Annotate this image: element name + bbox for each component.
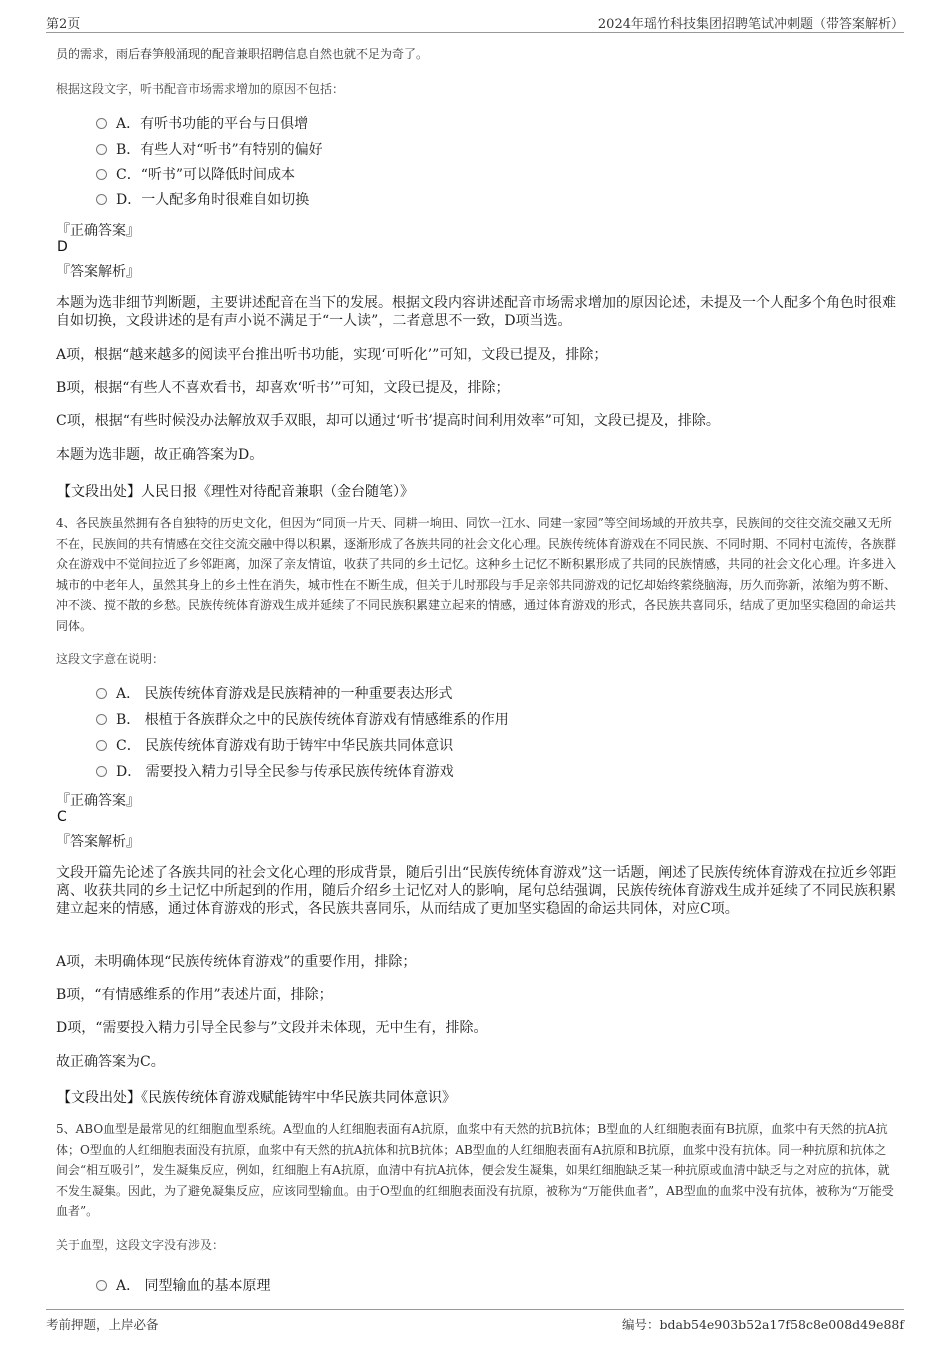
radio-icon[interactable] [96, 169, 107, 180]
q3-option-a[interactable]: A．有听书功能的平台与日俱增 [96, 114, 308, 134]
radio-icon[interactable] [96, 144, 107, 155]
document-id: 编号：bdab54e903b52a17f58c8e008d49e88f [622, 1317, 904, 1332]
radio-icon[interactable] [96, 714, 107, 725]
q3-option-b[interactable]: B．有些人对“听书”有特别的偏好 [96, 140, 323, 160]
q3-analysis-c: C项，根据“有些时候没办法解放双手双眼，却可以通过‘听书’提高时间利用效率”可知，文段已提及，排除。 [56, 413, 720, 429]
radio-icon[interactable] [96, 118, 107, 129]
q4-option-b[interactable]: B． 根植于各族群众之中的民族传统体育游戏有情感维系的作用 [96, 710, 509, 730]
q4-source: 【文段出处】《民族传统体育游戏赋能铸牢中华民族共同体意识》 [57, 1090, 456, 1106]
q5-question: 关于血型，这段文字没有涉及： [56, 1238, 225, 1252]
q3-source: 【文段出处】人民日报《理性对待配音兼职（金台随笔）》 [57, 484, 414, 500]
q3-analysis-a: A项，根据“越来越多的阅读平台推出听书功能，实现‘可听化’”可知，文段已提及，排除； [56, 347, 608, 363]
radio-icon[interactable] [96, 766, 107, 777]
radio-icon[interactable] [96, 688, 107, 699]
q3-analysis-conclusion: 本题为选非题，故正确答案为D。 [56, 447, 264, 463]
q3-analysis-b: B项，根据“有些人不喜欢看书，却喜欢‘听书’”可知，文段已提及，排除； [56, 380, 510, 396]
q4-option-c[interactable]: C． 民族传统体育游戏有助于铸牢中华民族共同体意识 [96, 736, 453, 756]
q3-answer-label: 『正确答案』 [56, 223, 140, 239]
q4-analysis-d: D项，“需要投入精力引导全民参与”文段并未体现，无中生有，排除。 [56, 1020, 488, 1036]
q4-question: 这段文字意在说明： [56, 652, 165, 666]
radio-icon[interactable] [96, 1280, 107, 1291]
q4-analysis-main: 文段开篇先论述了各族共同的社会文化心理的形成背景，随后引出“民族传统体育游戏”这一话题，阐述了民族传统体育游戏在拉近乡邻距离、收获共同的乡土记忆中所起到的作用，随后介绍乡土记忆对人的影响，尾句总结强调，民族传统体育游戏生成并延续了不同民族积累建立起来的情感，通过体育游戏的形式，各民族共喜同乐，从而结成了更加坚实稳固的命运共同体，对应C项。 [56, 865, 897, 917]
q3-analysis-label: 『答案解析』 [56, 264, 140, 280]
q4-option-d[interactable]: D． 需要投入精力引导全民参与传承民族传统体育游戏 [96, 762, 454, 782]
q4-option-a[interactable]: A． 民族传统体育游戏是民族精神的一种重要表达形式 [96, 684, 453, 704]
radio-icon[interactable] [96, 194, 107, 205]
q3-passage-tail: 员的需求，雨后春笋般涌现的配音兼职招聘信息自然也就不足为奇了。 [56, 47, 429, 61]
q5-option-a[interactable]: A． 同型输血的基本原理 [96, 1276, 271, 1296]
q4-analysis-label: 『答案解析』 [56, 834, 140, 850]
q3-option-d[interactable]: D．一人配多角时很难自如切换 [96, 190, 309, 210]
q4-answer: C [57, 809, 67, 825]
q4-answer-label: 『正确答案』 [56, 793, 140, 809]
page-footer [46, 1309, 904, 1334]
q4-analysis-conclusion: 故正确答案为C。 [56, 1054, 165, 1070]
page-number: 第2页 [46, 17, 81, 32]
q3-answer: D [57, 239, 68, 255]
page-header [46, 10, 904, 33]
radio-icon[interactable] [96, 740, 107, 751]
document-title: 2024年瑶竹科技集团招聘笔试冲刺题（带答案解析） [597, 17, 904, 32]
q4-analysis-b: B项，“有情感维系的作用”表述片面，排除； [56, 987, 333, 1003]
q4-passage: 4、各民族虽然拥有各自独特的历史文化，但因为“同顶一片天、同耕一垧田、同饮一江水、同建一家园”等空间场域的开放共享，民族间的交往交流交融又无所不在，民族间的共有情感在交往交流交融中得以积累，逐渐形成了各族共同的社会文化心理。民族传统体育游戏在不同民族、不同时期、不同村屯流传，各族群众在游戏中不觉间拉近了乡邻距离，加深了亲友情谊，收获了共同的乡土记忆。这种乡土记忆不断积累形成了共同的民族情感，共同的社会文化心理。许多进入城市的中老年人，虽然其身上的乡土性在消失，城市性在不断生成，但关于儿时那段与手足亲邻共同游戏的记忆却始终萦绕脑海，历久而弥新，浓缩为剪不断、冲不淡、搅不散的乡愁。民族传统体育游戏生成并延续了不同民族积累建立起来的情感，通过体育游戏的形式，各民族共喜同乐，结成了更加坚实稳固的命运共同体。 [56, 516, 897, 633]
q5-passage: 5、ABO血型是最常见的红细胞血型系统。A型血的人红细胞表面有A抗原，血浆中有天然的抗B抗体；B型血的人红细胞表面有B抗原，血浆中有天然的抗A抗体；O型血的人红细胞表面没有抗原，血浆中有天然的抗A抗体和抗B抗体；AB型血的人红细胞表面有A抗原和B抗原，血浆中没有抗体。同一种抗原和抗体之间会“相互吸引”，发生凝集反应，例如，红细胞上有A抗原，血清中有抗A抗体，便会发生凝集，如果红细胞缺乏某一种抗原或血清中缺乏与之对应的抗体，就不发生凝集。因此，为了避免凝集反应，应该同型输血。由于O型血的红细胞表面没有抗原，被称为“万能供血者”，AB型血的血浆中没有抗体，被称为“万能受血者”。 [56, 1122, 894, 1218]
q4-analysis-a: A项，未明确体现“民族传统体育游戏”的重要作用，排除； [56, 954, 417, 970]
q3-option-c[interactable]: C．“听书”可以降低时间成本 [96, 165, 295, 185]
q3-analysis-main: 本题为选非细节判断题，主要讲述配音在当下的发展。根据文段内容讲述配音市场需求增加的原因论述，未提及一个人配多个角色时很难自如切换，文段讲述的是有声小说不满足于“一人读”，二者意思不一致，D项当选。 [56, 295, 896, 329]
footer-slogan: 考前押题，上岸必备 [46, 1317, 159, 1332]
q3-question: 根据这段文字，听书配音市场需求增加的原因不包括： [56, 82, 345, 96]
